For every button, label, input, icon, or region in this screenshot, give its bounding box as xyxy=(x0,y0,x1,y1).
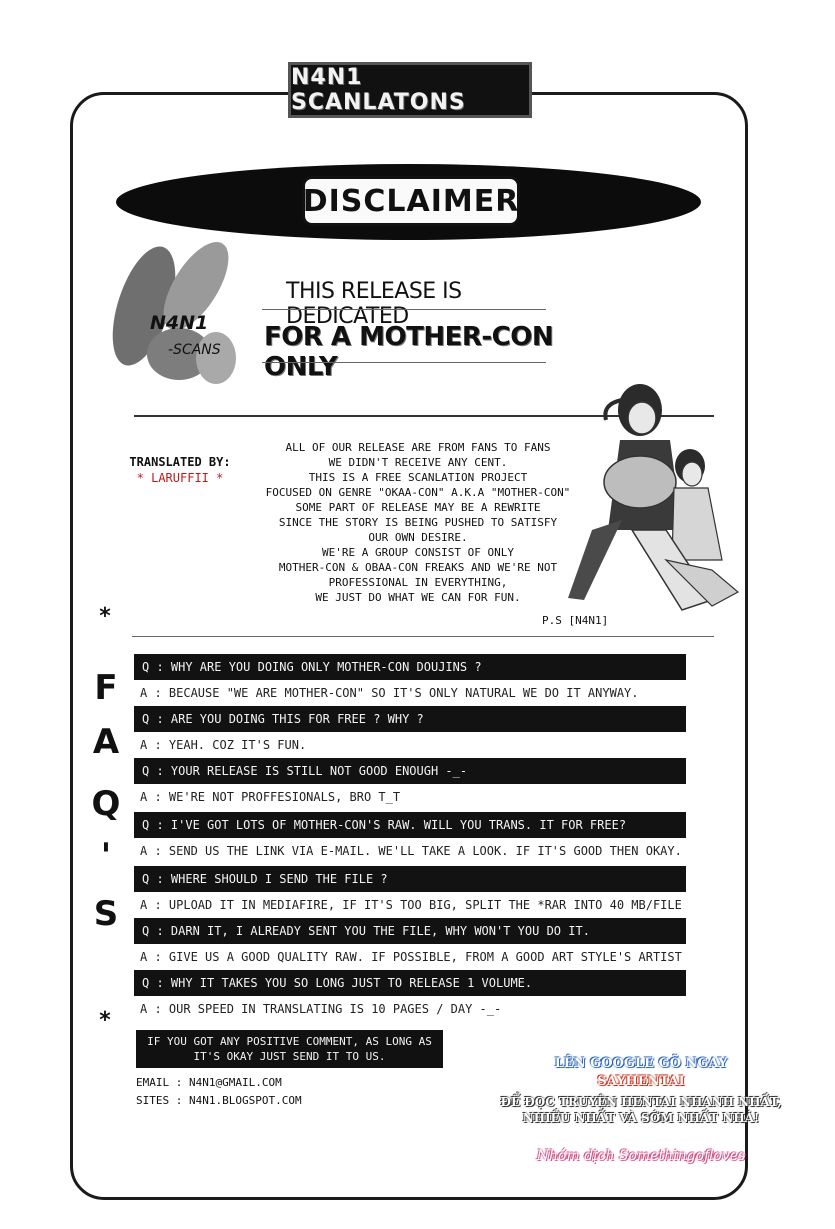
faq-question: Q : ARE YOU DOING THIS FOR FREE ? WHY ? xyxy=(134,706,686,732)
faq-question: Q : DARN IT, I ALREADY SENT YOU THE FILE, WHY WON'T YOU DO IT. xyxy=(134,918,686,944)
faq-answer: A : OUR SPEED IN TRANSLATING IS 10 PAGES / DAY -_- xyxy=(140,1002,502,1016)
release-line: MOTHER-CON & OBAA-CON FREAKS AND WE'RE NOT xyxy=(278,561,558,574)
faq-answer: A : YEAH. COZ IT'S FUN. xyxy=(140,738,307,752)
logo-subtitle: -SCANS xyxy=(168,342,221,358)
release-line: THIS IS A FREE SCANLATION PROJECT xyxy=(308,471,528,484)
release-statement xyxy=(258,440,578,605)
dedication-line: THIS RELEASE IS DEDICATED xyxy=(286,279,462,329)
release-line: WE JUST DO WHAT WE CAN FOR FUN. xyxy=(315,591,521,604)
watermark-credit: Nhóm dịch Somethingofloves xyxy=(536,1148,746,1164)
faq-answer: A : WE'RE NOT PROFFESIONALS, BRO T_T xyxy=(140,790,401,804)
watermark-line: ĐỂ ĐỌC TRUYỆN HENTAI NHANH NHẤT, NHIỀU NHẤT VÀ SỚM NHẤT NHÁ! xyxy=(500,1095,782,1125)
faq-question: Q : WHY IT TAKES YOU SO LONG JUST TO RELEASE 1 VOLUME. xyxy=(134,970,686,996)
faq-answer: A : SEND US THE LINK VIA E-MAIL. WE'LL TAKE A LOOK. IF IT'S GOOD THEN OKAY. xyxy=(140,844,682,858)
signature: P.S [N4N1] xyxy=(542,614,609,627)
comment-line: IF YOU GOT ANY POSITIVE COMMENT, AS LONG AS xyxy=(147,1035,432,1048)
release-line: WE'RE A GROUP CONSIST OF ONLY xyxy=(321,546,515,559)
dedication-divider xyxy=(262,362,546,363)
faq-letter: F xyxy=(94,668,118,708)
faq-answer: A : GIVE US A GOOD QUALITY RAW. IF POSSIBLE, FROM A GOOD ART STYLE'S ARTIST xyxy=(140,950,682,964)
release-line: PROFESSIONAL IN EVERYTHING, xyxy=(328,576,508,589)
faq-answer: A : BECAUSE "WE ARE MOTHER-CON" SO IT'S ONLY NATURAL WE DO IT ANYWAY. xyxy=(140,686,639,700)
contact-sites: SITES : N4N1.BLOGSPOT.COM xyxy=(136,1094,302,1107)
faq-question: Q : WHERE SHOULD I SEND THE FILE ? xyxy=(134,866,686,892)
release-line: FOCUSED ON GENRE "OKAA-CON" A.K.A "MOTHER-CON" xyxy=(265,486,571,499)
release-line: ALL OF OUR RELEASE ARE FROM FANS TO FANS xyxy=(285,441,551,454)
credits-block xyxy=(118,454,242,486)
dedication-divider xyxy=(262,309,546,310)
release-line: SINCE THE STORY IS BEING PUSHED TO SATISFY xyxy=(278,516,558,529)
faq-question: Q : I'VE GOT LOTS OF MOTHER-CON'S RAW. WILL YOU TRANS. IT FOR FREE? xyxy=(134,812,686,838)
star-icon: * xyxy=(98,1008,112,1033)
section-divider xyxy=(132,636,714,637)
release-line: OUR OWN DESIRE. xyxy=(368,531,468,544)
faq-letter: A xyxy=(92,722,120,762)
character-illustration-icon xyxy=(562,370,742,640)
faq-answer: A : UPLOAD IT IN MEDIAFIRE, IF IT'S TOO BIG, SPLIT THE *RAR INTO 40 MB/FILE xyxy=(140,898,682,912)
watermark-brand: SAYHENTAI xyxy=(597,1074,685,1089)
dedication-title: FOR A MOTHER-CON ONLY xyxy=(264,322,554,382)
comment-line: IT'S OKAY JUST SEND IT TO US. xyxy=(193,1050,386,1063)
credits-label: TRANSLATED BY: xyxy=(129,455,231,469)
faq-letter: ' xyxy=(100,836,112,876)
logo-name: N4N1 xyxy=(150,312,209,334)
faq-letter: S xyxy=(93,894,119,934)
comment-box xyxy=(136,1030,443,1068)
translator-name: * LARUFFII * xyxy=(136,471,224,485)
faq-question: Q : YOUR RELEASE IS STILL NOT GOOD ENOUGH -_- xyxy=(134,758,686,784)
watermark-line: LÊN GOOGLE GÕ NGAY xyxy=(554,1056,728,1071)
star-icon: * xyxy=(98,604,112,629)
release-line: WE DIDN'T RECEIVE ANY CENT. xyxy=(328,456,508,469)
contact-email: EMAIL : N4N1@GMAIL.COM xyxy=(136,1076,282,1089)
disclaimer-title: DISCLAIMER xyxy=(302,176,520,226)
release-line: SOME PART OF RELEASE MAY BE A REWRITE xyxy=(295,501,541,514)
scanlation-banner: N4N1 SCANLATONS xyxy=(288,62,532,118)
faq-letter: Q xyxy=(91,784,121,824)
faq-question: Q : WHY ARE YOU DOING ONLY MOTHER-CON DOUJINS ? xyxy=(134,654,686,680)
